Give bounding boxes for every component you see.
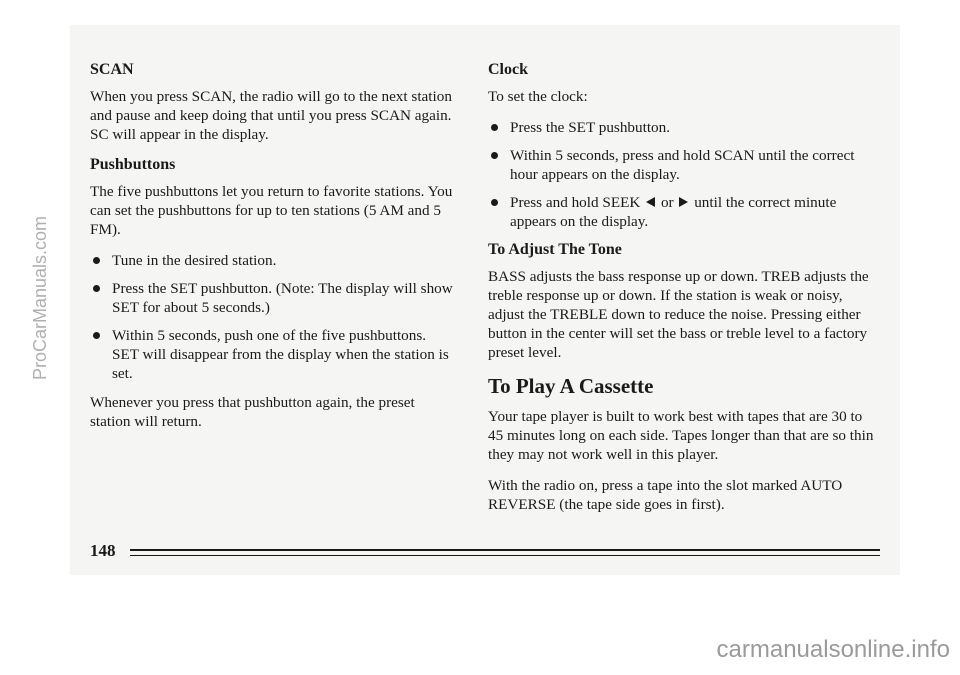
triangle-right-icon: [679, 197, 688, 207]
bullet-icon: [93, 257, 100, 264]
list-item: [90, 326, 455, 383]
step-text: Tune in the desired station.: [112, 252, 277, 269]
manual-page: [70, 25, 900, 575]
bullet-icon: [491, 199, 498, 206]
bullet-icon: [491, 152, 498, 159]
cassette-heading: To Play A Cassette: [488, 374, 654, 398]
left-column: [90, 61, 455, 443]
cassette-text-2: With the radio on, press a tape into the slot marked AUTO REVERSE (the tape side goes in first).: [488, 477, 843, 513]
clock-heading: Clock: [488, 61, 528, 78]
scan-heading: SCAN: [90, 61, 134, 78]
bullet-icon: [491, 124, 498, 131]
bottom-watermark: carmanualsonline.info: [716, 636, 950, 663]
tone-text: BASS adjusts the bass response up or down. TREB adjusts the treble response up or down. If the station is weak or noisy, adjust the TREBLE down to reduce the noise. Pressing either button in the center will set the bass or treble level to a factory preset level.: [488, 268, 869, 361]
footer-rule-thin: [130, 555, 880, 556]
triangle-left-icon: [646, 197, 655, 207]
list-item: [488, 118, 876, 137]
list-item: [90, 279, 455, 317]
page-number: 148: [90, 541, 116, 560]
list-item: [488, 193, 876, 231]
side-watermark: ProCarManuals.com: [30, 215, 50, 380]
step-text: Press the SET pushbutton.: [510, 119, 671, 136]
cassette-text-1: Your tape player is built to work best with tapes that are 30 to 45 minutes long on each side. Tapes longer than that are so thin they may not work well in this player.: [488, 408, 874, 463]
step-text-a: Press and hold SEEK: [510, 194, 641, 211]
step-text: Within 5 seconds, push one of the five pushbuttons. SET will disappear from the display when the station is set.: [112, 327, 449, 382]
pushbuttons-outro: Whenever you press that pushbutton again, the preset station will return.: [90, 394, 415, 430]
bullet-icon: [93, 285, 100, 292]
footer-rule: [130, 549, 880, 551]
clock-steps: [488, 118, 876, 231]
step-text-b: until the correct minute appears on the display.: [510, 194, 837, 230]
bullet-icon: [93, 332, 100, 339]
clock-intro: To set the clock:: [488, 88, 588, 105]
step-text: Press the SET pushbutton. (Note: The display will show SET for about 5 seconds.): [112, 280, 453, 316]
pushbuttons-heading: Pushbuttons: [90, 156, 176, 173]
step-text: Within 5 seconds, press and hold SCAN until the correct hour appears on the display.: [510, 147, 855, 183]
page-footer: [90, 541, 880, 563]
tone-heading: To Adjust The Tone: [488, 241, 622, 258]
pushbuttons-steps: [90, 251, 455, 383]
list-item: [90, 251, 455, 270]
right-column: [488, 61, 876, 526]
scan-text: When you press SCAN, the radio will go to the next station and pause and keep doing that until you press SCAN again. SC will appear in the display.: [90, 88, 452, 143]
list-item: [488, 146, 876, 184]
pushbuttons-intro: The five pushbuttons let you return to favorite stations. You can set the pushbuttons for up to ten stations (5 AM and 5 FM).: [90, 183, 453, 238]
step-text-or: or: [660, 194, 674, 211]
